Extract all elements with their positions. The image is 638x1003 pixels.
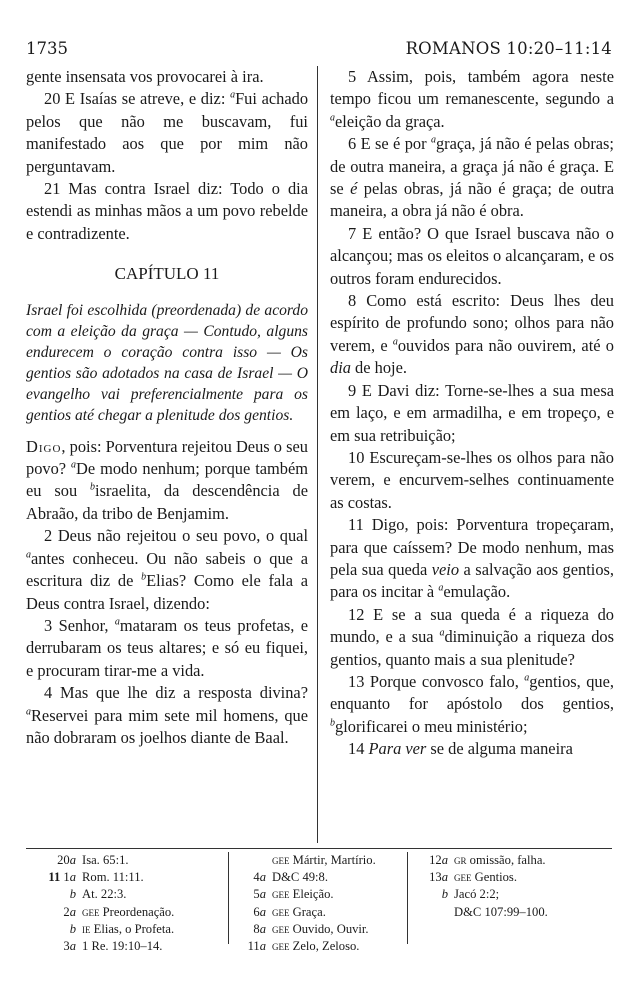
footnote-key bbox=[412, 904, 454, 921]
footnote-key bbox=[234, 869, 272, 886]
chapter-title: CAPÍTULO 11 bbox=[114, 264, 220, 284]
footnote-verse: 2 bbox=[63, 904, 70, 919]
footnote-entry[interactable] bbox=[26, 904, 222, 921]
footnote-entry[interactable] bbox=[412, 904, 612, 921]
verse-20: 20 E Isaías se atreve, e diz: $^a$Fui achado pelos que não me buscavam, fui manifestado aos que por mim não perguntavam. bbox=[26, 89, 309, 176]
footnote-entry[interactable] bbox=[26, 921, 222, 938]
footnote-verse: 1 bbox=[63, 870, 70, 885]
footnote-key bbox=[26, 852, 82, 869]
footnote-text: gee Preordenação. bbox=[82, 904, 175, 919]
footnote-marker[interactable]: a bbox=[438, 582, 444, 594]
footnote-key bbox=[26, 921, 82, 938]
footnote-text: D&C 107:99–100. bbox=[454, 904, 548, 919]
footnote-marker[interactable]: a bbox=[71, 459, 77, 471]
footnote-letter: a bbox=[259, 887, 266, 902]
footnote-marker[interactable]: a bbox=[392, 336, 398, 348]
footnotes-column-3 bbox=[412, 852, 612, 921]
footnote-marker[interactable]: a bbox=[430, 134, 436, 146]
footnote-marker[interactable]: a bbox=[439, 627, 445, 639]
footnote-text: Rom. 11:11. bbox=[82, 870, 144, 885]
footnote-letter: a bbox=[69, 870, 76, 885]
footnote-text: gee Eleição. bbox=[272, 887, 334, 902]
footnote-text: gee Ouvido, Ouvir. bbox=[272, 921, 369, 936]
verse-1: Digo, pois: Porventura rejeitou Deus o seu povo? $^a$De modo nenhum; porque também eu sou $^b$israelita, da descendência de Abraão, da tribo de Benjamim. bbox=[26, 436, 309, 523]
footnote-letter: a bbox=[259, 921, 266, 936]
footnote-key bbox=[234, 904, 272, 921]
footnote-text: D&C 49:8. bbox=[272, 870, 328, 885]
footnote-source: gee bbox=[82, 904, 100, 919]
footnote-source: gr bbox=[454, 853, 467, 867]
footnote-marker[interactable]: a bbox=[524, 672, 530, 684]
footnote-marker[interactable]: b bbox=[141, 571, 147, 583]
verse-3: 3 Senhor, $^a$mataram os teus profetas, e derrubaram os teus altares; e só eu fiquei, e procuram tirar-me a vida. bbox=[26, 615, 308, 680]
footnote-key bbox=[234, 921, 272, 938]
footnote-key bbox=[412, 869, 454, 886]
verse-5: 5 Assim, pois, também agora neste tempo ficou um remanescente, segundo a $^a$eleição da graça. bbox=[330, 67, 614, 131]
footnote-marker[interactable]: a bbox=[26, 706, 31, 718]
footnote-text: 1 Re. 19:10–14. bbox=[82, 939, 163, 954]
footnote-letter: b bbox=[441, 887, 448, 902]
footnote-key bbox=[234, 886, 272, 903]
footnote-source: gee bbox=[272, 921, 290, 936]
footnote-verse: 20 bbox=[57, 853, 70, 867]
footnote-entry[interactable] bbox=[234, 869, 404, 886]
page-number: 1735 bbox=[26, 39, 68, 58]
footnote-key bbox=[26, 938, 82, 955]
footnote-text: At. 22:3. bbox=[82, 887, 127, 902]
footnote-entry[interactable] bbox=[234, 852, 404, 869]
footnote-text: gee Gentios. bbox=[454, 870, 517, 885]
footnote-letter: a bbox=[69, 904, 76, 919]
footnote-verse: 6 bbox=[253, 904, 260, 919]
chapter-summary: Israel foi escolhida (preordenada) de acordo com a eleição da graça — Contudo, alguns endurecem o coração contra isso — Os gentios são adotados na casa de Israel — O evangelho vai preferencialmente para os gentios até chegar a plenitude dos gentios. bbox=[26, 301, 308, 424]
footnote-source: gee bbox=[272, 853, 290, 867]
verse-14: 14 Para ver se de alguma maneira bbox=[348, 739, 573, 759]
footnote-letter: b bbox=[69, 921, 76, 936]
footnote-key bbox=[234, 852, 272, 869]
verse-10: 10 Escureçam-se-lhes os olhos para não verem, e encurvem-selhes continuamente as costas. bbox=[330, 447, 614, 512]
chapter-reference: ROMANOS 10:20–11:14 bbox=[405, 39, 612, 58]
verse-21: 21 Mas contra Israel diz: Todo o dia estendi as minhas mãos a um povo rebelde e contradizente. bbox=[26, 179, 308, 243]
footnote-verse: 5 bbox=[253, 887, 260, 902]
footnote-letter: a bbox=[259, 939, 266, 954]
footnote-marker[interactable]: a bbox=[330, 112, 335, 124]
footnote-source: gee bbox=[272, 939, 290, 954]
footnote-verse: 4 bbox=[253, 870, 260, 885]
footnote-verse: 8 bbox=[253, 921, 260, 936]
footnotes-column-2 bbox=[234, 852, 404, 955]
footnote-source: gee bbox=[454, 870, 472, 885]
footnote-marker[interactable]: a bbox=[114, 616, 120, 628]
verse-11: 11 Digo, pois: Porventura tropeçaram, para que caíssem? De modo nenhum, mas pela sua queda veio a salvação aos gentios, para os incitar à $^a$emulação. bbox=[330, 515, 614, 602]
footnote-key bbox=[412, 852, 454, 869]
footnote-entry[interactable] bbox=[26, 886, 222, 903]
footnote-entry[interactable] bbox=[412, 852, 612, 869]
footnote-letter: b bbox=[69, 887, 76, 902]
footnote-column-divider bbox=[228, 852, 229, 944]
footnotes-column-1 bbox=[26, 852, 222, 955]
footnote-entry[interactable] bbox=[412, 869, 612, 886]
verse-2: 2 Deus não rejeitou o seu povo, o qual $^a$antes conheceu. Ou não sabeis o que a escritura diz de $^b$Elias? Como ele fala a Deus contra Israel, dizendo: bbox=[26, 526, 309, 613]
footnote-key bbox=[26, 886, 82, 903]
footnote-entry[interactable] bbox=[234, 938, 404, 955]
footnote-text: Jacó 2:2; bbox=[454, 887, 500, 902]
footnote-key bbox=[412, 886, 454, 903]
left-column bbox=[26, 66, 308, 749]
verse-12: 12 E se a sua queda é a riqueza do mundo, e a sua $^a$diminuição a riqueza dos gentios, quanto mais a sua plenitude? bbox=[330, 604, 615, 669]
footnote-key bbox=[26, 904, 82, 921]
footnote-marker[interactable]: a bbox=[230, 89, 236, 101]
footnote-letter: a bbox=[69, 853, 76, 867]
footnote-letter: a bbox=[259, 904, 266, 919]
right-column bbox=[330, 66, 614, 761]
footnote-source: ie bbox=[82, 921, 91, 936]
footnote-marker[interactable]: b bbox=[330, 717, 335, 729]
footnote-text: gee Mártir, Martírio. bbox=[272, 853, 376, 867]
footnote-verse: 12 bbox=[429, 853, 442, 867]
footnote-divider bbox=[26, 848, 612, 849]
footnote-verse: 3 bbox=[63, 939, 70, 954]
footnote-entry[interactable] bbox=[234, 921, 404, 938]
footnote-text: Isa. 65:1. bbox=[82, 853, 129, 867]
footnote-key bbox=[234, 938, 272, 955]
footnote-key bbox=[26, 869, 82, 886]
footnote-text: gee Graça. bbox=[272, 904, 326, 919]
footnote-verse: 11 bbox=[247, 939, 260, 954]
footnote-column-divider bbox=[407, 852, 408, 944]
footnote-entry[interactable] bbox=[234, 886, 404, 903]
verse-9: 9 E Davi diz: Torne-se-lhes a sua mesa em laço, e em armadilha, e em tropeço, e em sua retribuição; bbox=[330, 380, 614, 445]
footnote-entry[interactable] bbox=[26, 852, 222, 869]
footnote-entry[interactable] bbox=[412, 886, 612, 903]
footnote-entry[interactable] bbox=[26, 869, 222, 886]
footnote-marker[interactable]: b bbox=[90, 482, 96, 493]
footnote-letter: a bbox=[441, 853, 448, 867]
verse-6: 6 E se é por $^a$graça, já não é pelas obras; de outra maneira, a graça já não é graça. E se é pelas obras, já não é graça; de outra maneira, a obra já não é obra. bbox=[330, 134, 614, 221]
footnote-text: gr omissão, falha. bbox=[454, 853, 546, 867]
footnote-marker[interactable]: a bbox=[26, 549, 31, 561]
footnote-entry[interactable] bbox=[26, 938, 222, 955]
footnote-source: gee bbox=[272, 887, 290, 902]
verse-8: 8 Como está escrito: Deus lhes deu espírito de profundo sono; olhos para não verem, e $^a$ouvidos para não ouvirem, até o dia de hoje. bbox=[330, 291, 614, 378]
footnote-chapter: 11 bbox=[48, 870, 61, 885]
footnote-letter: a bbox=[69, 939, 76, 954]
verse-4: 4 Mas que lhe diz a resposta divina? $^a$Reservei para mim sete mil homens, que não dobraram os joelhos diante de Baal. bbox=[26, 683, 308, 747]
footnote-text: gee Zelo, Zeloso. bbox=[272, 939, 360, 954]
footnote-text: ie Elias, o Profeta. bbox=[82, 921, 175, 936]
verse-7: 7 E então? O que Israel buscava não o alcançou; mas os eleitos o alcançaram, e os outros foram endurecidos. bbox=[330, 223, 614, 288]
page-header bbox=[26, 36, 612, 62]
footnote-source: gee bbox=[272, 904, 290, 919]
footnote-letter: a bbox=[441, 870, 448, 885]
column-divider bbox=[317, 66, 318, 843]
verse-continuation: gente insensata vos provocarei à ira. bbox=[26, 67, 264, 86]
footnote-entry[interactable] bbox=[234, 904, 404, 921]
footnote-verse: 13 bbox=[429, 870, 442, 885]
verse-13: 13 Porque convosco falo, $^a$gentios, que, enquanto for apóstolo dos gentios, $^b$glorificarei o meu ministério; bbox=[330, 671, 614, 736]
footnote-letter: a bbox=[259, 870, 266, 885]
